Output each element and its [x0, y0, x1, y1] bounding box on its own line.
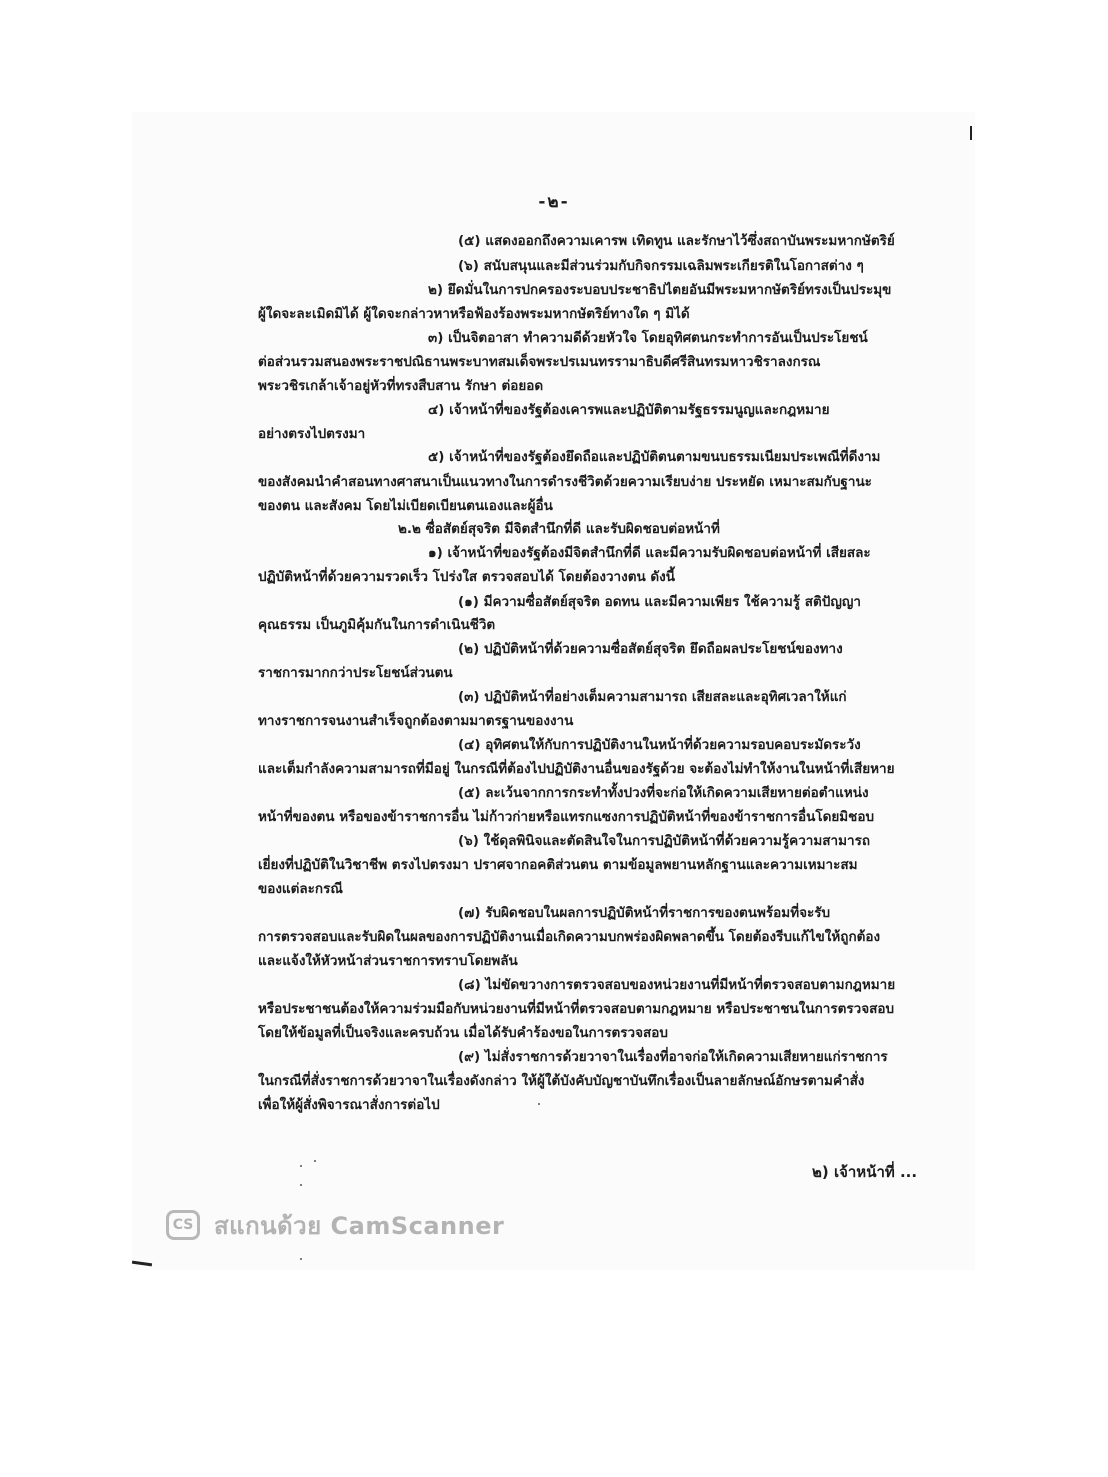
scan-speck [300, 1165, 302, 1167]
page-number: -๒- [538, 192, 570, 212]
body-line: ของตน และสังคม โดยไม่เบียดเบียนตนเองและผู้อื่น [258, 498, 553, 514]
body-line: ผู้ใดจะละเมิดมิได้ ผู้ใดจะกล่าวหาหรือฟ้องร้องพระมหากษัตริย์ทางใด ๆ มิได้ [258, 306, 690, 322]
body-line: ๒) ยึดมั่นในการปกครองระบอบประชาธิปไตยอันมีพระมหากษัตริย์ทรงเป็นประมุข [428, 282, 892, 298]
body-line: ๑) เจ้าหน้าที่ของรัฐต้องมีจิตสำนึกที่ดี และมีความรับผิดชอบต่อหน้าที่ เสียสละ [428, 545, 871, 561]
body-line: อย่างตรงไปตรงมา [258, 426, 366, 442]
body-line: และแจ้งให้หัวหน้าส่วนราชการทราบโดยพลัน [258, 953, 518, 969]
body-line: เยี่ยงที่ปฏิบัติในวิชาชีพ ตรงไปตรงมา ปราศจากอคติส่วนตน ตามข้อมูลพยานหลักฐานและความเหมาะสม [258, 857, 858, 873]
body-line: ๔) เจ้าหน้าที่ของรัฐต้องเคารพและปฏิบัติตามรัฐธรรมนูญและกฎหมาย [428, 402, 830, 418]
body-line: โดยให้ข้อมูลที่เป็นจริงและครบถ้วน เมื่อได้รับคำร้องขอในการตรวจสอบ [258, 1025, 668, 1041]
scan-edge-mark-top [970, 126, 972, 140]
body-line: ๒.๒ ซื่อสัตย์สุจริต มีจิตสำนึกที่ดี และรับผิดชอบต่อหน้าที่ [398, 521, 720, 537]
body-line: หน้าที่ของตน หรือของข้าราชการอื่น ไม่ก้าวก่ายหรือแทรกแซงการปฏิบัติหน้าที่ของข้าราชการอื่นโดยมิชอบ [258, 809, 875, 825]
body-line: (๘) ไม่ขัดขวางการตรวจสอบของหน่วยงานที่มีหน้าที่ตรวจสอบตามกฎหมาย [458, 977, 896, 993]
body-line: (๖) สนับสนุนและมีส่วนร่วมกับกิจกรรมเฉลิมพระเกียรติในโอกาสต่าง ๆ [458, 258, 864, 274]
body-line: (๒) ปฏิบัติหน้าที่ด้วยความซื่อสัตย์สุจริต ยึดถือผลประโยชน์ของทาง [458, 641, 843, 657]
body-line: หรือประชาชนต้องให้ความร่วมมือกับหน่วยงานที่มีหน้าที่ตรวจสอบตามกฎหมาย หรือประชาชนในการตรวจสอบ [258, 1001, 895, 1017]
scan-speck [314, 1160, 316, 1162]
body-line: ราชการมากกว่าประโยชน์ส่วนตน [258, 665, 453, 681]
body-line: เพื่อให้ผู้สั่งพิจารณาสั่งการต่อไป [258, 1097, 440, 1113]
body-line: (๖) ใช้ดุลพินิจและตัดสินใจในการปฏิบัติหน้าที่ด้วยความรู้ความสามารถ [458, 833, 870, 849]
body-line: (๙) ไม่สั่งราชการด้วยวาจาในเรื่องที่อาจก่อให้เกิดความเสียหายแก่ราชการ [458, 1049, 888, 1065]
body-line: ปฏิบัติหน้าที่ด้วยความรวดเร็ว โปร่งใส ตรวจสอบได้ โดยต้องวางตน ดังนี้ [258, 569, 675, 585]
watermark-text: สแกนด้วย CamScanner [214, 1211, 505, 1240]
body-line: ทางราชการจนงานสำเร็จถูกต้องตามมาตรฐานของงาน [258, 713, 574, 729]
body-line: (๑) มีความซื่อสัตย์สุจริต อดทน และมีความเพียร ใช้ความรู้ สติปัญญา [458, 594, 861, 610]
scan-speck [300, 1258, 302, 1260]
body-line: ของแต่ละกรณี [258, 881, 343, 897]
body-line: ต่อส่วนรวมสนองพระราชปณิธานพระบาทสมเด็จพระปรเมนทรรามาธิบดีศรีสินทรมหาวชิราลงกรณ [258, 354, 821, 370]
body-line: (๓) ปฏิบัติหน้าที่อย่างเต็มความสามารถ เสียสละและอุทิศเวลาให้แก่ [458, 689, 847, 705]
scan-speck [300, 1184, 302, 1186]
body-line: ๕) เจ้าหน้าที่ของรัฐต้องยึดถือและปฏิบัติตนตามขนบธรรมเนียมประเพณีที่ดีงาม [428, 449, 881, 465]
body-line: (๗) รับผิดชอบในผลการปฏิบัติหน้าที่ราชการของตนพร้อมที่จะรับ [458, 905, 831, 921]
body-line: และเต็มกำลังความสามารถที่มีอยู่ ในกรณีที่ต้องไปปฏิบัติงานอื่นของรัฐด้วย จะต้องไม่ทำให้งานในหน้าที่เสียหาย [258, 761, 895, 777]
camscanner-logo-icon: CS [166, 1210, 200, 1240]
body-line: (๕) ละเว้นจากการกระทำทั้งปวงที่จะก่อให้เกิดความเสียหายต่อตำแหน่ง [458, 785, 869, 801]
body-line: ของสังคมนำคำสอนทางศาสนาเป็นแนวทางในการดำรงชีวิตด้วยความเรียบง่าย ประหยัด เหมาะสมกับฐานะ [258, 474, 872, 490]
body-line: การตรวจสอบและรับผิดในผลของการปฏิบัติงานเมื่อเกิดความบกพร่องผิดพลาดขึ้น โดยต้องรีบแก้ไขให้ถูกต้อง [258, 929, 881, 945]
body-line: (๔) อุทิศตนให้กับการปฏิบัติงานในหน้าที่ด้วยความรอบคอบระมัดระวัง [458, 737, 861, 753]
body-line: พระวชิรเกล้าเจ้าอยู่หัวที่ทรงสืบสาน รักษา ต่อยอด [258, 378, 544, 394]
body-line: ในกรณีที่สั่งราชการด้วยวาจาในเรื่องดังกล่าว ให้ผู้ใต้บังคับบัญชาบันทึกเรื่องเป็นลายลักษณ์อักษรตามคำสั่ง [258, 1073, 865, 1089]
camscanner-watermark [166, 1208, 504, 1242]
body-line: (๕) แสดงออกถึงความเคารพ เทิดทูน และรักษาไว้ซึ่งสถาบันพระมหากษัตริย์ [458, 233, 895, 249]
scan-speck [538, 1103, 540, 1105]
body-line: คุณธรรม เป็นภูมิคุ้มกันในการดำเนินชีวิต [258, 617, 496, 633]
body-line: ๓) เป็นจิตอาสา ทำความดีด้วยหัวใจ โดยอุทิศตนกระทำการอันเป็นประโยชน์ [428, 330, 868, 346]
next-page-reference: ๒) เจ้าหน้าที่ ... [812, 1163, 918, 1181]
